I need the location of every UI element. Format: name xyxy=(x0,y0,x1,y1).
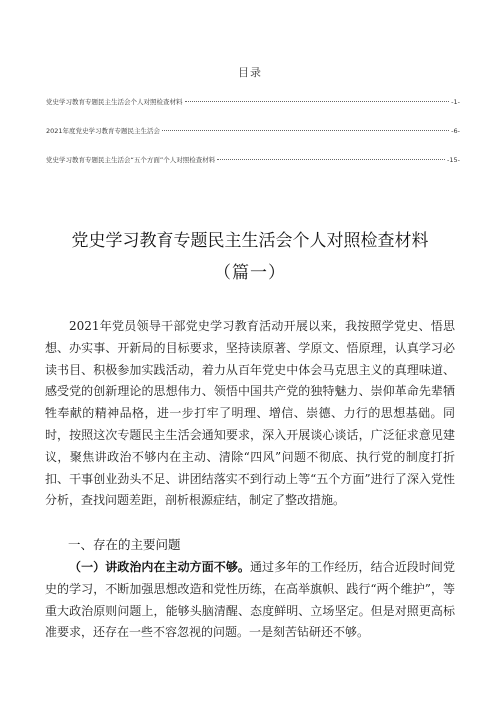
toc-entry-page: -1- xyxy=(451,98,460,106)
toc-leader-dots xyxy=(162,130,449,131)
toc-entry-text: 党史学习教育专题民主生活会个人对照检查材料 xyxy=(46,98,183,106)
subsection-paragraph xyxy=(45,557,455,644)
toc-entry-text: 2021年度党史学习教育专题民主生活会 xyxy=(46,127,161,135)
toc-entry-page: -6- xyxy=(451,127,460,135)
subsection-body: 通过多年的工作经历，结合近段时间党史的学习，不断加强思想改造和党性历练，在高举旗帜、践行“两个维护”，等重大政治原则问题上，能够头脑清醒、态度鲜明、立场坚定。但是对照更高标准要求，还存在一些不容忽视的问题。一是刻苦钻研还不够。 xyxy=(45,560,455,640)
section-heading: 一、存在的主要问题 xyxy=(68,537,181,552)
subsection-heading: （一）讲政治内在主动方面不够。 xyxy=(69,560,250,574)
toc-leader-dots xyxy=(217,159,445,160)
intro-paragraph: 2021年党员领导干部党史学习教育活动开展以来，我按照学党史、悟思想、办实事、开新局的目标要求，坚持读原著、学原文、悟原理，认真学习必读书目、积极参加实践活动，着力从百年党史中体会马克思主义的真理味道、感受党的创新理论的思想伟力、领悟中国共产党的独特魅力、崇仰革命先辈牺牲奉献的精神品格，进一步打牢了明理、增信、崇德、力行的思想基础。同时，按照这次专题民主生活会通知要求，深入开展谈心谈话，广泛征求意见建议，聚焦讲政治不够内在主动、清除“四风”问题不彻底、执行党的制度打折扣、干事创业劲头不足、讲团结落实不到行动上等“五个方面”进行了深入党性分析，查找问题差距，剖析根源症结，制定了整改措施。 xyxy=(45,319,455,508)
document-subtitle: （篇一） xyxy=(214,263,286,283)
toc-entry[interactable] xyxy=(46,126,460,135)
toc-entry[interactable] xyxy=(46,97,460,106)
toc-leader-dots xyxy=(185,101,450,102)
toc-entry-page: -15- xyxy=(447,156,460,164)
toc-entry[interactable] xyxy=(46,155,460,164)
toc-title: 目录 xyxy=(238,66,262,79)
document-title: 党史学习教育专题民主生活会个人对照检查材料 xyxy=(71,231,429,251)
toc-entry-text: 党史学习教育专题民主生活会“五个方面”个人对照检查材料 xyxy=(46,156,216,164)
